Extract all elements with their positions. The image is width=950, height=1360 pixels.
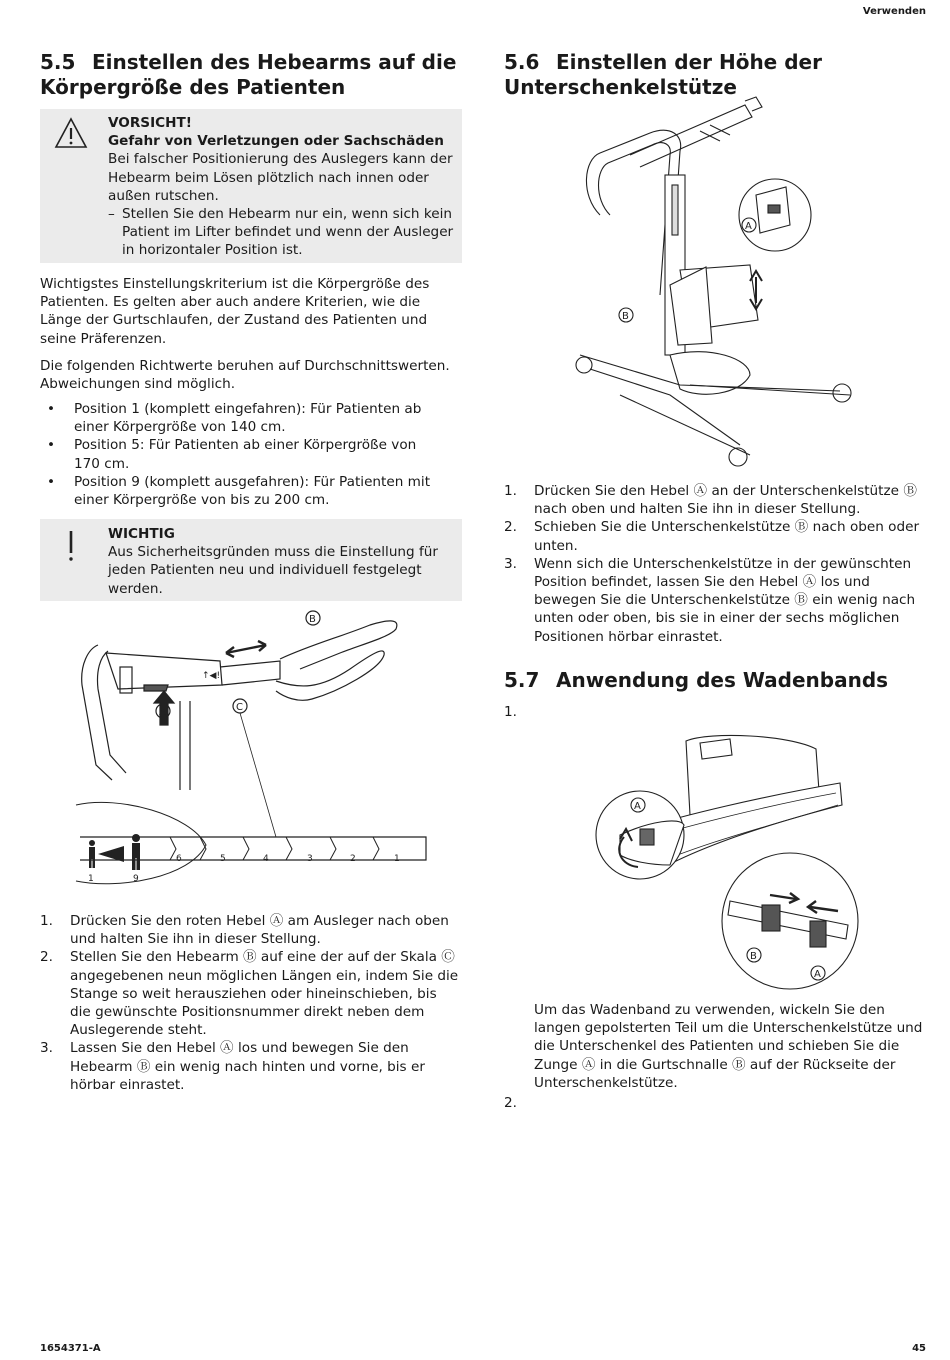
section-heading-5-6 xyxy=(504,50,924,100)
tongue-piece xyxy=(810,921,826,947)
section-heading-5-5 xyxy=(40,50,470,100)
running-header: Verwenden xyxy=(862,6,926,17)
base-leg xyxy=(620,395,750,455)
scale-strip xyxy=(80,837,426,860)
wheel xyxy=(729,448,747,466)
label-b: B xyxy=(750,951,757,962)
step-number: 1. xyxy=(40,913,53,929)
zoom-outline xyxy=(76,802,206,883)
scale-number: 2 xyxy=(350,854,356,864)
step-text: Drücken Sie den roten Hebel Ⓐ am Ausleger nach oben und halten Sie ihn in dieser Stellung. xyxy=(70,913,449,948)
caution-subtitle: Gefahr von Verletzungen oder Sachschäden xyxy=(108,133,444,150)
list-item: • Position 5: Für Patienten ab einer Körpergröße von 170 cm. xyxy=(40,436,442,472)
step-text: Lassen Sie den Hebel Ⓐ los und bewegen Sie den Hebearm Ⓑ ein wenig nach hinten und vorne, bis er hörbar einrastet. xyxy=(70,1040,425,1093)
caution-instruction: – Stellen Sie den Hebearm nur ein, wenn sich kein Patient im Lifter befindet und wenn der Ausleger in horizontaler Position ist. xyxy=(108,205,454,260)
step-number: 3. xyxy=(504,555,517,572)
section-title: Anwendung des Wadenbands xyxy=(556,668,889,692)
step-text: Um das Wadenband zu verwenden, wickeln Sie den langen gepolsterten Teil um die Unterschenkelstütze und die Unterschenkel des Patienten und schieben Sie die Zunge Ⓐ in die Gurtschnalle Ⓑ auf der Rückseite der Unterschenkelstütze. xyxy=(534,1002,923,1091)
step-number: 1. xyxy=(504,483,517,499)
scale-number: 4 xyxy=(263,854,269,864)
caution-title: VORSICHT! xyxy=(108,115,192,131)
handle-frame-inner xyxy=(599,143,671,295)
list-item xyxy=(40,1039,460,1094)
person-large-icon xyxy=(132,834,140,870)
section-number: 5.5 xyxy=(40,50,76,74)
label-a: A xyxy=(634,801,641,812)
steps-5-6 xyxy=(504,482,924,646)
lever xyxy=(768,205,780,213)
caution-box xyxy=(40,109,462,263)
arm-bar xyxy=(220,661,280,685)
red-lever xyxy=(144,685,168,691)
step-text: Wenn sich die Unterschenkelstütze in der gewünschten Position befindet, lassen Sie den Hebel Ⓐ los und bewegen Sie die Unterschenkelstütze Ⓑ ein wenig nach unten oder oben, bis sie in einer der sechs möglichen Positionen hörbar einrastet. xyxy=(534,555,916,645)
step-number: 1. xyxy=(504,704,517,720)
handle-lower xyxy=(276,651,384,700)
lifter-figure xyxy=(560,95,880,475)
tongue xyxy=(640,829,654,845)
person-small-label: 1 xyxy=(88,874,94,884)
calf-strap-figure xyxy=(590,725,870,995)
step-text: Drücken Sie den Hebel Ⓐ an der Unterschenkelstütze Ⓑ nach oben und halten Sie ihn in dieser Stellung. xyxy=(534,483,917,518)
wheel xyxy=(576,357,592,373)
paragraph: Die folgenden Richtwerte beruhen auf Durchschnittswerten. Abweichungen sind möglich. xyxy=(40,358,450,393)
frame-line xyxy=(82,645,112,780)
warning-triangle-icon xyxy=(54,117,88,149)
page-number: 45 xyxy=(912,1343,926,1354)
lock-symbol: ↑◀! xyxy=(202,671,221,681)
caution-body: Bei falscher Positionierung des Auslegers kann der Hebearm beim Lösen plötzlich nach innen oder außen rutschen. xyxy=(108,151,453,204)
step-text: Stellen Sie den Hebearm Ⓑ auf eine der auf der Skala Ⓒ angegebenen neun möglichen Längen ein, indem Sie die Stange so weit herausziehen oder hineinschieben, bis die gewünschte Positionsnummer direkt neben dem Auslegerende steht. xyxy=(70,949,459,1039)
list-item: • Position 9 (komplett ausgefahren): Für Patienten mit einer Körpergröße von bis zu 200 cm. xyxy=(40,473,442,509)
scale-number: 5 xyxy=(220,854,226,864)
paragraph: Wichtigstes Einstellungskriterium ist die Körpergröße des Patienten. Es gelten aber auch andere Kriterien, wie die Länge der Gurtschlaufen, der Zustand des Patienten und seine Präferenzen. xyxy=(40,276,430,347)
buckle xyxy=(762,905,780,931)
step-number: 2. xyxy=(504,519,517,536)
important-title: WICHTIG xyxy=(108,526,175,542)
section-heading-5-7 xyxy=(504,668,924,693)
label-c: C xyxy=(236,702,243,713)
scale-ticks xyxy=(170,837,379,860)
scale-number: 1 xyxy=(394,854,400,864)
section-title: Einstellen des Hebearms auf die Körpergröße des Patienten xyxy=(40,50,457,99)
section-title: Einstellen der Höhe der Unterschenkelstütze xyxy=(504,50,822,99)
scale-number: 6 xyxy=(176,854,182,864)
step-text: Schieben Sie die Unterschenkelstütze Ⓑ nach oben oder unten. xyxy=(534,519,920,554)
step-number: 3. xyxy=(40,1040,53,1057)
list-item xyxy=(504,518,924,554)
step-number: 2. xyxy=(504,1095,517,1111)
section-number: 5.7 xyxy=(504,668,540,692)
boom xyxy=(630,105,752,167)
important-box xyxy=(40,519,462,601)
list-item xyxy=(40,912,460,948)
person-large-label: 9 xyxy=(133,874,139,884)
section-number: 5.6 xyxy=(504,50,540,74)
label-a: A xyxy=(745,221,752,232)
exclamation-icon xyxy=(54,529,88,563)
label-b: B xyxy=(622,311,629,322)
person-small-icon xyxy=(89,840,95,868)
mast-detail xyxy=(672,185,678,235)
steps-5-5 xyxy=(40,912,460,1094)
hebearm-adjustment-figure xyxy=(40,605,460,895)
label-a2: A xyxy=(814,969,821,980)
scale-number: 3 xyxy=(307,854,313,864)
label-b: B xyxy=(309,614,316,625)
list-item xyxy=(504,555,924,646)
list-item xyxy=(40,948,460,1039)
leader-line xyxy=(240,713,276,837)
document-number: 1654371-A xyxy=(40,1343,101,1354)
label-a: A xyxy=(159,707,166,718)
step-number: 2. xyxy=(40,949,53,966)
list-item xyxy=(504,482,924,518)
bullet-list xyxy=(40,400,442,509)
wheel xyxy=(833,384,851,402)
list-item: • Position 1 (komplett eingefahren): Für Patienten ab einer Körpergröße von 140 cm. xyxy=(40,400,442,436)
important-body: Aus Sicherheitsgründen muss die Einstellung für jeden Patienten neu und individuell festgelegt werden. xyxy=(108,544,438,597)
